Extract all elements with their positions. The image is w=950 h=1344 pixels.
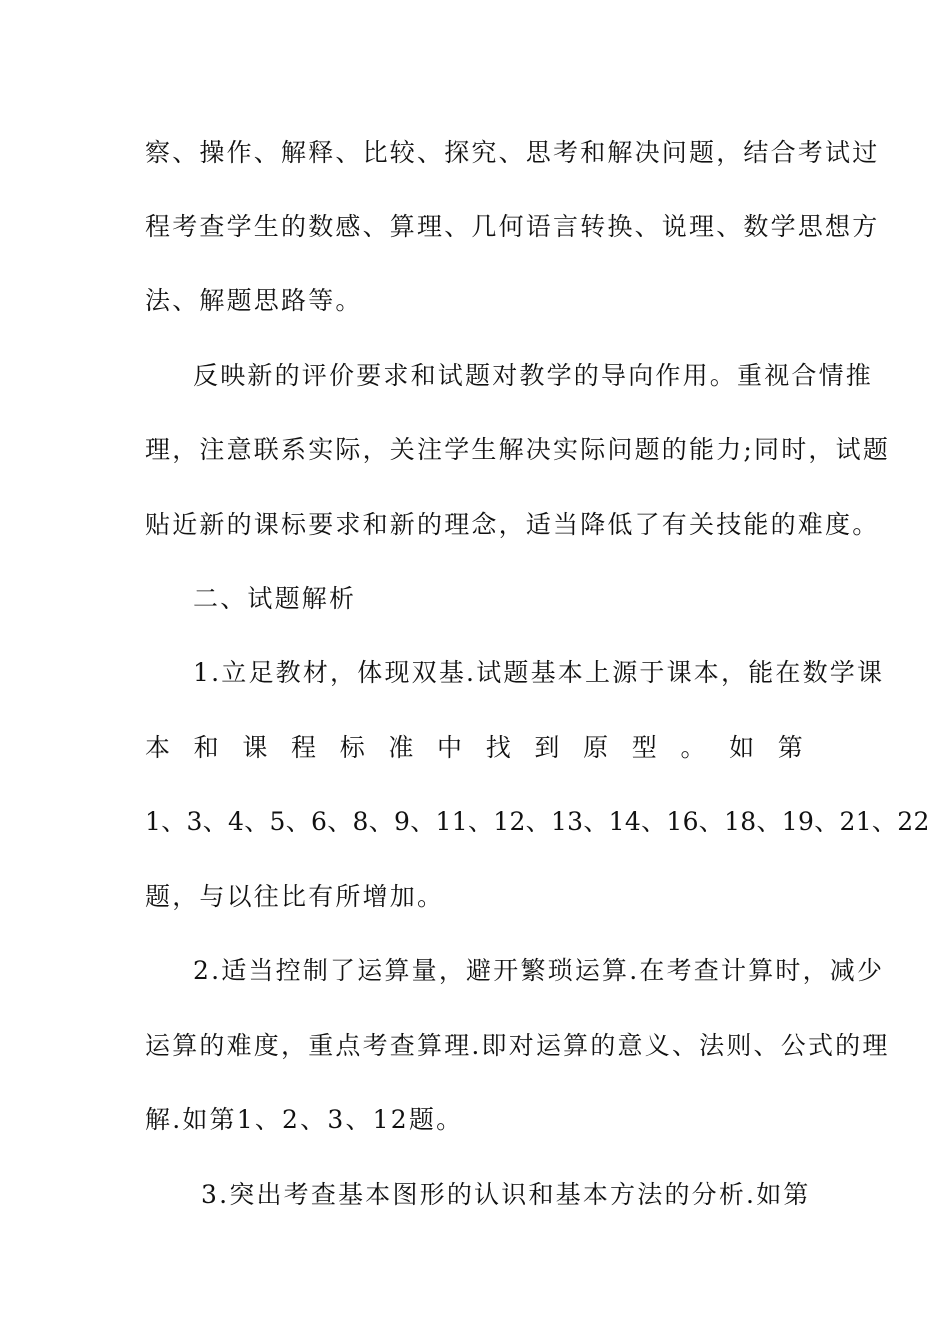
paragraph-line: 2.适当控制了运算量，避开繁琐运算.在考查计算时，减少: [193, 956, 885, 985]
paragraph-line: 贴近新的课标要求和新的理念，适当降低了有关技能的难度。: [145, 510, 880, 539]
section-heading: 二、试题解析: [193, 584, 357, 613]
paragraph-line: 运算的难度，重点考查算理.即对运算的意义、法则、公式的理: [145, 1031, 890, 1060]
paragraph-line: 3.突出考查基本图形的认识和基本方法的分析.如第: [201, 1180, 811, 1209]
paragraph-line: 1.立足教材，体现双基.试题基本上源于课本，能在数学课: [193, 658, 885, 687]
paragraph-line: 本 和 课 程 标 准 中 找 到 原 型 。 如 第: [145, 733, 805, 762]
paragraph-line: 反映新的评价要求和试题对教学的导向作用。重视合情推: [193, 361, 874, 390]
paragraph-line: 1、3、4、5、6、8、9、11、12、13、14、16、18、19、21、22: [145, 807, 930, 836]
paragraph-line: 法、解题思路等。: [145, 286, 363, 315]
paragraph-line: 解.如第1、2、3、12题。: [145, 1105, 464, 1134]
paragraph-line: 程考查学生的数感、算理、几何语言转换、说理、数学思想方: [145, 212, 880, 241]
paragraph-line: 题，与以往比有所增加。: [145, 882, 445, 911]
paragraph-line: 理，注意联系实际，关注学生解决实际问题的能力;同时，试题: [145, 435, 891, 464]
paragraph-line: 察、操作、解释、比较、探究、思考和解决问题，结合考试过: [145, 138, 880, 167]
